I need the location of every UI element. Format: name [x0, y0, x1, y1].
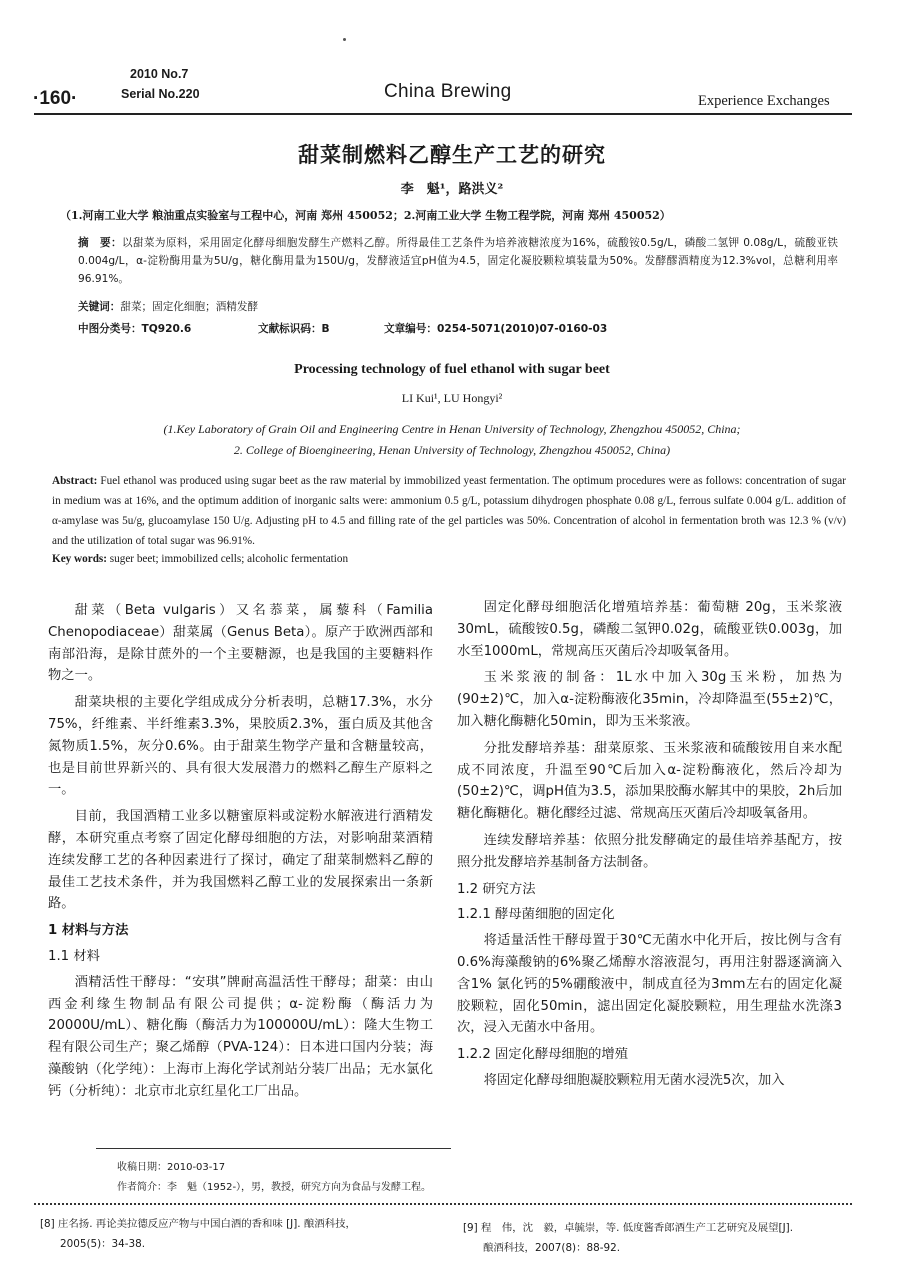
paragraph: 甜菜块根的主要化学组成成分分析表明，总糖17.3%，水分75%，纤维素、半纤维素3.3%，果胶质2.3%，蛋白质及其他含氮物质1.5%，灰分0.6%。由于甜菜生物学产量和含糖量较高，也是目前世界新兴的、具有很大发展潜力的燃料乙醇生产原料之一。 — [48, 695, 433, 798]
paragraph: 将适量活性干酵母置于30℃无菌水中化开后，按比例与含有0.6%海藻酸钠的6%聚乙烯醇水溶液混匀，再用注射器逐滴滴入含1% 氯化钙的5%硼酸液中，制成直径为3mm左右的固定化凝胶颗粒，固化50min，滤出固定化凝胶颗粒，用生理盐水洗涤3次，浸入无菌水中备用。 — [457, 933, 842, 1036]
reference-line: 2005(5)：34-38. — [60, 1238, 146, 1250]
reference-9 — [463, 1218, 863, 1258]
issue-year: 2010 No.7 — [130, 67, 189, 81]
paragraph: 甜菜（Beta vulgaris）又名菾菜，属藜科（Familia Chenopodiaceae）甜菜属（Genus Beta）。原产于欧洲西部和南部沿海，是除甘蔗外的一个主要糖源，也是我国的主要糖料作物之一。 — [48, 603, 433, 684]
abstract-cn — [78, 234, 838, 288]
abstract-cn-text: 以甜菜为原料，采用固定化酵母细胞发酵生产燃料乙醇。所得最佳工艺条件为培养液糖浓度为16%，硫酸铵0.5g/L，磷酸二氢钾 0.08g/L，硫酸亚铁 0.004g/L，α-淀粉酶用量为5U/g，糖化酶用量为150U/g，发酵液适宜pH值为4.5，固定化凝胶颗粒填装量为50%。发酵醪酒精度为12.3%vol，总糖利用率96.91%。 — [78, 237, 838, 285]
section-name: Experience Exchanges — [698, 93, 830, 109]
section-heading: 1 材料与方法 — [48, 923, 129, 939]
reference-8 — [40, 1214, 450, 1254]
affiliation-en-line: 2. College of Bioengineering, Henan University of Technology, Zhengzhou 450052, China) — [233, 443, 671, 457]
affiliation-cn: （1.河南工业大学 粮油重点实验室与工程中心，河南 郑州 450052；2.河南工业大学 生物工程学院，河南 郑州 450052） — [60, 209, 671, 222]
paragraph: 酒精活性干酵母：“安琪”牌耐高温活性干酵母；甜菜：由山西金利缘生物制品有限公司提供；α-淀粉酶（酶活力为20000U/mL）、糖化酶（酶活力为100000U/mL）：隆大生物工程有限公司生产；聚乙烯醇（PVA-124）：日本进口国内分装；海藻酸钠（化学纯）：上海市上海化学试剂站分装厂出品；无水氯化钙（分析纯）：北京市北京红星化工厂出品。 — [48, 974, 433, 1099]
reference-divider — [34, 1203, 852, 1205]
paragraph: 连续发酵培养基：依照分批发酵确定的最佳培养基配方，按照分批发酵培养基制备方法制备。 — [457, 832, 842, 870]
reference-line: 酿酒科技，2007(8)：88-92. — [483, 1242, 621, 1254]
subsection-heading: 1.2.1 酵母菌细胞的固定化 — [457, 907, 615, 923]
paper-title-cn: 甜菜制燃料乙醇生产工艺的研究 — [298, 143, 606, 167]
author-bio: 作者简介：李 魁（1952-），男，教授，研究方向为食品与发酵工程。 — [117, 1182, 432, 1193]
keywords-en — [52, 553, 348, 565]
page-number: ·160· — [33, 88, 78, 109]
paragraph: 目前，我国酒精工业多以糖蜜原料或淀粉水解液进行酒精发酵，本研究重点考察了固定化酵母细胞的方法，对影响甜菜酒精连续发酵工艺的各种因素进行了探讨，确定了甜菜制燃料乙醇的最佳工艺技术条件，并为我国燃料乙醇工业的发展探索出一条新路。 — [48, 809, 433, 912]
scan-speck — [343, 38, 346, 41]
keywords-en-label: Key words: — [52, 553, 107, 565]
authors-cn: 李 魁¹，路洪义² — [400, 182, 504, 197]
classification-line — [78, 321, 608, 336]
subsection-heading: 1.2.2 固定化酵母细胞的增殖 — [457, 1047, 629, 1063]
affiliation-en-line: (1.Key Laboratory of Grain Oil and Engineering Centre in Henan University of Technology, Zhengzhou 450052, China; — [163, 422, 741, 436]
keywords-cn-text: 甜菜；固定化细胞；酒精发酵 — [120, 301, 259, 313]
header-rule — [34, 113, 852, 115]
subsection-heading: 1.2 研究方法 — [457, 881, 536, 897]
paper-title-en: Processing technology of fuel ethanol with sugar beet — [294, 362, 610, 377]
keywords-cn — [78, 299, 258, 314]
received-date: 收稿日期：2010-03-17 — [117, 1162, 226, 1173]
journal-name: China Brewing — [384, 81, 512, 102]
clc-number: 中图分类号：TQ920.6 — [78, 323, 192, 335]
paragraph: 将固定化酵母细胞凝胶颗粒用无菌水浸洗5次，加入 — [483, 1072, 785, 1088]
abstract-cn-label: 摘 要： — [78, 237, 122, 249]
subsection-heading: 1.1 材料 — [48, 948, 100, 964]
serial-number: Serial No.220 — [121, 87, 200, 101]
document-code: 文献标识码：B — [258, 323, 330, 335]
reference-line: [8] 庄名扬. 再论美拉德反应产物与中国白酒的香和味 [J]. 酿酒科技， — [40, 1218, 356, 1230]
reference-line: [9] 程 伟，沈 毅，卓毓崇，等. 低度酱香郎酒生产工艺研究及展望[J]. — [463, 1222, 794, 1234]
body-column-right — [457, 597, 842, 1097]
body-column-left — [48, 600, 433, 1108]
keywords-cn-label: 关键词： — [78, 301, 121, 313]
paragraph: 分批发酵培养基：甜菜原浆、玉米浆液和硫酸铵用自来水配成不同浓度，升温至90℃后加入α-淀粉酶液化，然后冷却为(50±2)℃，调pH值为3.5，添加果胶酶水解其中的果胶，2h后加糖化酶糖化。糖化醪经过滤、常规高压灭菌后冷却吸氧备用。 — [457, 740, 842, 822]
abstract-en-text: Fuel ethanol was produced using sugar beet as the raw material by immobilized yeast fermentation. The optimum procedures were as follows: concentration of sugar in medium was at 16%, and the optimum addition of inorganic salts were: ammonium 0.5 g/L, potassium dihydrogen phosphate 0.08 g/L, ferrous sulfate 0.004 g/L. addition of α-amylase was 5u/g, glucoamylase 150 U/g. Adjusting pH to 4.5 and filling rate of the gel particles was 50%. Concentration of alcohol in fermentation broth was 12.3 % (v/v) and the utilization of total sugar was 96.91%. — [52, 475, 846, 547]
paragraph: 玉米浆液的制备：1L水中加入30g玉米粉，加热为(90±2)℃，加入α-淀粉酶液化35min，冷却降温至(55±2)℃，加入糖化酶糖化50min，即为玉米浆液。 — [457, 670, 842, 729]
abstract-en — [52, 471, 846, 551]
authors-en: LI Kui¹, LU Hongyi² — [401, 391, 503, 405]
footnote-rule — [96, 1148, 451, 1149]
paragraph: 固定化酵母细胞活化增殖培养基：葡萄糖 20g，玉米浆液30mL，硫酸铵0.5g，磷酸二氢钾0.02g，硫酸亚铁0.003g，加水至1000mL，常规高压灭菌后冷却吸氧备用。 — [457, 600, 842, 659]
article-number: 文章编号：0254-5071(2010)07-0160-03 — [384, 323, 608, 335]
keywords-en-text: suger beet; immobilized cells; alcoholic fermentation — [107, 553, 349, 565]
abstract-en-label: Abstract: — [52, 475, 98, 487]
affiliation-en — [80, 419, 824, 461]
